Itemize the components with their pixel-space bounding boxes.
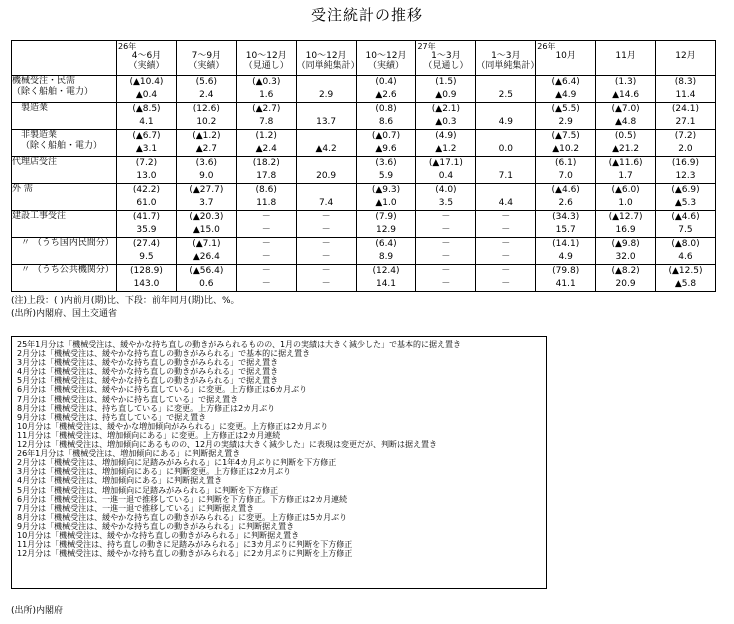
row-label: 機械受注・民需 （除く船舶・電力）: [12, 76, 117, 103]
table-cell: 20.9: [296, 157, 356, 184]
table-row: [12, 157, 716, 184]
table-cell: (▲2.7) 7.8: [236, 103, 296, 130]
table-cell: (8.6) 11.8: [236, 184, 296, 211]
table-cell: (3.6) 9.0: [176, 157, 236, 184]
table-cell: (▲8.2) 20.9: [596, 265, 656, 292]
table-cell: (6.1) 7.0: [536, 157, 596, 184]
table-row: [12, 184, 716, 211]
row-label: 製造業: [12, 103, 117, 130]
assessment-line: 5月分は「機械受注は、増加傾向に足踏みがみられる」に判断を下方修正: [17, 485, 279, 495]
orders-table: [11, 40, 716, 292]
table-cell: (▲10.4) ▲0.4: [117, 76, 177, 103]
assessment-line: 7月分は「機械受注は、緩やかに持ち直している」で据え置き: [17, 394, 239, 404]
table-cell: (▲7.0) ▲4.8: [596, 103, 656, 130]
column-header: 10～12月 （同単純集計）: [296, 41, 356, 76]
table-cell: (▲6.9) ▲5.3: [656, 184, 716, 211]
table-cell: (0.4) ▲2.6: [356, 76, 416, 103]
table-cell: － －: [236, 211, 296, 238]
table-cell: (▲20.3) ▲15.0: [176, 211, 236, 238]
table-cell: － －: [296, 238, 356, 265]
table-cell: － －: [476, 265, 536, 292]
page-title: 受注統計の推移: [310, 6, 423, 24]
table-cell: 4.9: [476, 103, 536, 130]
table-cell: (4.9) ▲1.2: [416, 130, 476, 157]
table-cell: (24.1) 27.1: [656, 103, 716, 130]
assessment-line: 6月分は「機械受注は、一進一退で推移している」に判断を下方修正。下方修正は2カ月連続: [17, 494, 348, 504]
table-cell: (14.1) 4.9: [536, 238, 596, 265]
assessment-line: 10月分は「機械受注は、緩やかな持ち直しの動きがみられる」に判断据え置き: [17, 530, 300, 540]
table-cell: (▲7.1) ▲26.4: [176, 238, 236, 265]
assessment-line: 7月分は「機械受注は、一進一退で推移している」に判断据え置き: [17, 503, 255, 513]
assessment-line: 6月分は「機械受注は、緩やかに持ち直している」に変更。上方修正は6カ月ぶり: [17, 385, 308, 395]
table-cell: (1.3) ▲14.6: [596, 76, 656, 103]
assessment-line: 2月分は「機械受注は、増加傾向に足踏みがみられる」に1年4カ月ぶりに判断を下方修正: [17, 458, 337, 468]
table-cell: (3.6) 5.9: [356, 157, 416, 184]
assessment-line: 11月分は「機械受注は、増加傾向にある」に変更。上方修正は2カ月連続: [17, 430, 281, 440]
table-body: [12, 76, 716, 292]
table-note: (注)上段：( )内前月(期)比、下段：前年同月(期)比、%。: [11, 296, 240, 306]
table-cell: (▲11.6) 1.7: [596, 157, 656, 184]
table-cell: 0.0: [476, 130, 536, 157]
table-cell: － －: [476, 238, 536, 265]
table-cell: ▲4.2: [296, 130, 356, 157]
column-header: 10～12月 （見通し）: [236, 41, 296, 76]
table-cell: (34.3) 15.7: [536, 211, 596, 238]
table-cell: (▲12.5) ▲5.8: [656, 265, 716, 292]
column-header: 10～12月 （実績）: [356, 41, 416, 76]
table-cell: (▲0.7) ▲9.6: [356, 130, 416, 157]
table-cell: (▲8.5) 4.1: [117, 103, 177, 130]
assessment-line: 9月分は「機械受注は、持ち直している」で据え置き: [17, 412, 207, 422]
table-row: [12, 76, 716, 103]
table-cell: (27.4) 9.5: [117, 238, 177, 265]
table-cell: (1.2) ▲2.4: [236, 130, 296, 157]
box-source: (出所)内閣府: [11, 606, 64, 616]
assessment-line: 9月分は「機械受注は、緩やかな持ち直しの動きがみられる」に判断据え置き: [17, 521, 295, 531]
table-cell: (1.5) ▲0.9: [416, 76, 476, 103]
table-cell: － －: [236, 238, 296, 265]
table-row: [12, 238, 716, 265]
table-cell: (▲9.8) 32.0: [596, 238, 656, 265]
assessment-line: 5月分は「機械受注は、緩やかな持ち直しの動きがみられる」で据え置き: [17, 376, 279, 386]
row-label: 外 需: [12, 184, 117, 211]
assessment-line: 12月分は「機械受注は、緩やかな持ち直しの動きがみられる」に2カ月ぶりに判断を上方修正: [17, 549, 353, 559]
row-label: 非製造業 （除く船舶・電力）: [12, 130, 117, 157]
table-cell: (▲0.3) 1.6: [236, 76, 296, 103]
column-header: 11月: [596, 41, 656, 76]
table-cell: (▲2.1) ▲0.3: [416, 103, 476, 130]
assessment-line: 4月分は「機械受注は、増加傾向にある」に判断据え置き: [17, 476, 223, 486]
table-cell: (16.9) 12.3: [656, 157, 716, 184]
column-header: 26年 10月: [536, 41, 596, 76]
assessment-history-box: [11, 336, 547, 589]
table-cell: － －: [296, 265, 356, 292]
table-row: [12, 211, 716, 238]
table-cell: (7.2) 2.0: [656, 130, 716, 157]
table-cell: － －: [416, 238, 476, 265]
column-header: 26年 4～6月 （実績）: [117, 41, 177, 76]
table-cell: － －: [416, 265, 476, 292]
assessment-line: 3月分は「機械受注は、増加傾向にある」に判断変更。上方修正は2カ月ぶり: [17, 467, 292, 477]
table-cell: (7.2) 13.0: [117, 157, 177, 184]
row-label: 代理店受注: [12, 157, 117, 184]
table-cell: － －: [416, 211, 476, 238]
column-header: 1～3月 （同単純集計）: [476, 41, 536, 76]
table-cell: (12.4) 14.1: [356, 265, 416, 292]
table-cell: － －: [296, 211, 356, 238]
table-cell: 2.5: [476, 76, 536, 103]
table-cell: (0.5) ▲21.2: [596, 130, 656, 157]
table-cell: (18.2) 17.8: [236, 157, 296, 184]
table-header-row: [12, 41, 716, 76]
table-cell: (▲1.2) ▲2.7: [176, 130, 236, 157]
row-label: 〃 （うち国内民間分）: [12, 238, 117, 265]
assessment-line: 4月分は「機械受注は、緩やかな持ち直しの動きがみられる」で据え置き: [17, 367, 279, 377]
table-cell: 13.7: [296, 103, 356, 130]
table-cell: (▲8.0) 4.6: [656, 238, 716, 265]
table-cell: 7.1: [476, 157, 536, 184]
table-cell: (41.7) 35.9: [117, 211, 177, 238]
table-cell: (▲12.7) 16.9: [596, 211, 656, 238]
column-header: 27年 1～3月 （見通し）: [416, 41, 476, 76]
table-cell: (▲7.5) ▲10.2: [536, 130, 596, 157]
table-cell: (▲4.6) 7.5: [656, 211, 716, 238]
column-header: 7～9月 （実績）: [176, 41, 236, 76]
row-label: 〃 （うち公共機関分）: [12, 265, 117, 292]
column-header: 12月: [656, 41, 716, 76]
table-cell: (0.8) 8.6: [356, 103, 416, 130]
table-row: [12, 265, 716, 292]
table-cell: (79.8) 41.1: [536, 265, 596, 292]
table-row: [12, 103, 716, 130]
table-cell: (4.0) 3.5: [416, 184, 476, 211]
table-cell: (5.6) 2.4: [176, 76, 236, 103]
table-cell: (128.9) 143.0: [117, 265, 177, 292]
header-blank: [12, 41, 117, 76]
assessment-line: 12月分は「機械受注は、増加傾向にあるものの、12月の実績は大きく減少した」に表現は変更だが、判断は据え置き: [17, 440, 438, 450]
table-cell: (▲17.1) 0.4: [416, 157, 476, 184]
table-cell: (12.6) 10.2: [176, 103, 236, 130]
table-cell: (8.3) 11.4: [656, 76, 716, 103]
assessment-line: 10月分は「機械受注は、緩やかな増加傾向がみられる」に変更。上方修正は2カ月ぶり: [17, 421, 329, 431]
table-cell: (▲56.4) 0.6: [176, 265, 236, 292]
table-cell: － －: [236, 265, 296, 292]
table-cell: 2.9: [296, 76, 356, 103]
table-cell: － －: [476, 211, 536, 238]
assessment-line: 3月分は「機械受注は、緩やかな持ち直しの動きがみられる」で据え置き: [17, 358, 279, 368]
table-cell: (▲6.7) ▲3.1: [117, 130, 177, 157]
assessment-line: 25年1月分は「機械受注は、緩やかな持ち直しの動きがみられるものの、1月の実績は大きく減少した」で基本的に据え置き: [17, 340, 462, 349]
table-cell: (▲5.5) 2.9: [536, 103, 596, 130]
table-cell: 4.4: [476, 184, 536, 211]
row-label: 建設工事受注: [12, 211, 117, 238]
table-cell: (▲9.3) ▲1.0: [356, 184, 416, 211]
assessment-line: 11月分は「機械受注は、持ち直しの動きに足踏みがみられる」に3カ月ぶりに判断を下方修正: [17, 540, 353, 550]
assessment-line: 26年1月分は「機械受注は、増加傾向にある」に判断据え置き: [17, 449, 241, 459]
table-row: [12, 130, 716, 157]
table-cell: (▲6.4) ▲4.9: [536, 76, 596, 103]
table-cell: (7.9) 12.9: [356, 211, 416, 238]
table-source: (出所)内閣府、国土交通省: [11, 309, 118, 319]
table-cell: (▲4.6) 2.6: [536, 184, 596, 211]
table-cell: (42.2) 61.0: [117, 184, 177, 211]
table-cell: 7.4: [296, 184, 356, 211]
assessment-line: 8月分は「機械受注は、緩やかな持ち直しの動きがみられる」に変更。上方修正は5カ月ぶり: [17, 512, 348, 522]
table-cell: (▲27.7) 3.7: [176, 184, 236, 211]
table-cell: (▲6.0) 1.0: [596, 184, 656, 211]
table-cell: (6.4) 8.9: [356, 238, 416, 265]
assessment-line: 8月分は「機械受注は、持ち直している」に変更。上方修正は2カ月ぶり: [17, 403, 276, 413]
assessment-line: 2月分は「機械受注は、緩やかな持ち直しの動きがみられる」で基本的に据え置き: [17, 349, 311, 359]
